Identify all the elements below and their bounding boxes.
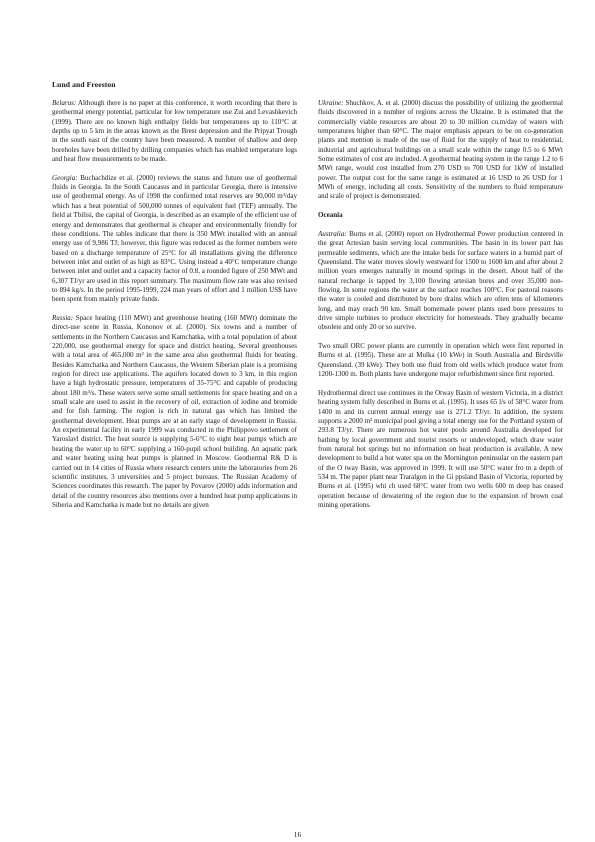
paragraph-orc-plants: Two small ORC power plants are currently in operation which were first reported in Burns et al. (1995). These are at Mulka (10 kWe) in South Australia and Birdsville Queensland. (39 kWe). They both use fluid from old wells which produce water from 1200-1300 m. Both plants have undergone major refurbishment since first reported.: [318, 342, 563, 379]
left-column: [52, 99, 297, 520]
paragraph-russia: [52, 314, 297, 510]
country-heading-belarus: Belarus:: [52, 99, 77, 107]
country-heading-ukraine: Ukraine:: [318, 99, 344, 107]
paragraph-text: Space heating (110 MWt) and greenhouse heating (160 MWt) dominate the direct-use scene in Russia, Kononov et al. (2000). Six towns and a number of settlements in the Northern Caucasus and Kamchatka, with a total population of about 220,000, use geothermal energy for space and district heating. Several greenhouses with a total area of 465,000 m² in the same area also geothermal fluids for heating. Besides Kamchatka and Northern Caucasus, the Western Siberian plate is a promising region for direct use applications. The aquifers located down to 3 km, in this region have a high hydrostatic pressure, temperatures of 35-75°C and capable of producing about 180 m³/s. These waters serve some small settlements for space heating and on a small scale are used to assist in the recovery of oil, extraction of iodine and bromide and for fish farming. The region is rich in natural gas which has limited the geothermal development. Heat pumps are at an early stage of development in Russia. An experimental facility in early 1999 was conducted in the Philippovo settlement of Yaroslavl district. The heat source is supplying 5-6°C to eight heat pumps which are heating the water up to 60°C supplying a 160-pupil school building. An aquatic park and water heating using heat pumps is planned in Moscow. Geothermal R& D is carried out in 14 cities of Russia where research centers unite the laboratories from 26 scientific institutes, 3 universities and 5 project bureaus. The Russian Academy of Sciences coordinates this research. The paper by Povarov (2000) adds information and detail of the country resources also mentions over a hundred heat pump applications in Siberia and Kamchatka is made but no details are given: [52, 314, 297, 509]
section-heading-oceania: Oceania: [318, 211, 343, 220]
running-header: Lund and Freeston: [52, 80, 116, 89]
paragraph-text: Although there is no paper at this conference, it worth recording that there is geothermal energy potential, particular for low temperature use Zui and Levashkevich (1999). There are no known high enthalpy fields but temperatures up to 110°C at depths up to 5 km in the areas known as the Brest depression and the Pripyat Trough in the south east of the country have been measured. A number of shallow and deep boreholes have been drilled by drilling companies which has enabled temperature logs and heat flow measurements to be made.: [52, 99, 297, 164]
country-heading-russia: Russia:: [52, 314, 74, 322]
paragraph-australia: [318, 230, 563, 333]
paragraph-text: Shuchkov, A. et al. (2000) discuss the possibility of utilizing the geothermal fluids discovered in a number of regions across the Ukraine. It is estimated that the commercially viable resources are about 20 to 30 million cu.m/day of waters with temperatures higher than 60°C. The major emphasis appears to be on co-generation plants and mention is made of the use of fluid for the supply of heat to residential, industrial and agricultural buildings on a small scale within the range 0.5 to 6 MWt Some estimates of cost are included. A geothermal heating system in the range 1.2 to 6 MWt range, would cost installed from 270 USD to 700 USD for 1kW of installed power. The output cost for the same range is estimated at 16 USD to 26 USD for 1 MWh of energy, including all costs. Sensitivity of the numbers to fluid temperature and scale of project is demonstrated.: [318, 99, 563, 201]
paragraph-text: Buchachdize et al. (2000) reviews the status and future use of geothermal fluids in Georgia. In the South Caucasus and in particular Georgia, there is intensive use of geothermal energy. As of 1998 the confirmed total reserves are 90,000 m³/day which has a heat potential of 500,000 tonnes of equivalent fuel (TEF) annually. The field at Tbilisi, the capital of Georgia, is described as an example of the efficient use of energy and demonstrates that geothermal is cheaper and environmentally friendly for these conditions. The tables indicate that there is 350 MWt installed with an annual energy use of 9,986 TJ; however, this figure was reduced as the former numbers were based on a discharge temperature of 25°C for all installations giving the difference between inlet and outlet of as high as 83°C. Using instead a 40°C temperature change between inlet and outlet and a capacity factor of 0.8, a rounded figure of 250 MWt and 6,307 TJ/yr are used in this report summary. The maximum flow rate was also revised to 894 kg/s. In the period 1995-1999, 224 man years of effort and 1 million US$ have been spent from mainly private funds.: [52, 173, 297, 304]
country-heading-australia: Australia:: [318, 229, 347, 238]
paragraph-belarus: [52, 99, 297, 164]
paragraph-text: Burns et al. (2000) report on Hydrothermal Power production centered in the great Artesian basin serving local communities. The basin in its lower part has permeable sediments, which are the intake beds for surface waters in a humid part of Queensland. The water moves slowly westward for 1500 to 1600 km and after about 2 million years emerges naturally in mound springs in the desert. About half of the natural recharge is tapped by 3,100 flowing artesian bores and over 35,000 non-flowing. In some regions the water at the surface reaches 100°C. For pastoral reasons the water is cooled and distributed by bore drains which are often tens of kilometers long, and may reach 90 km. Small homemade power plants used bore pressures to drive simple turbines to produce electricity for homesteads. They gradually became obsolete and only 20 or so survive.: [318, 229, 563, 332]
paragraph-hydrothermal-direct-use: Hydrothermal direct use continues in the Otway Basin of western Victoria, in a district heating system fully described in Burns et al. (1995). It uses 65 l/s of 58°C water from 1400 m and its current annual energy use is 271.2 TJ/yr. In addition, the system supports a 2000 m² municipal pool giving a total energy use for the Portland system of 293.8 TJ/yr. There are numerous hot water pools around Australia developed for bathing by local government and tourist resorts or undeveloped, which draw water from natural hot springs but no information on heat production is available. A new development to build a hot water spa on the Mornington peninsular on the eastern part of the O tway Basin, was approved in 1999. It will use 50°C water fro m a depth of 534 m. The paper plant near Traralgon in the Gi ppsland Basin of Victoria, reported by Burns et al. (1995) whi ch used 68°C water from two wells 600 m deep has ceased operation because of dewatering of the region due to the expansion of brown coal mining operations.: [318, 388, 563, 509]
paragraph-ukraine: [318, 99, 563, 202]
right-column: [318, 99, 563, 520]
country-heading-georgia: Georgia:: [52, 173, 78, 182]
page-number: 16: [293, 830, 302, 839]
paragraph-georgia: [52, 174, 297, 305]
